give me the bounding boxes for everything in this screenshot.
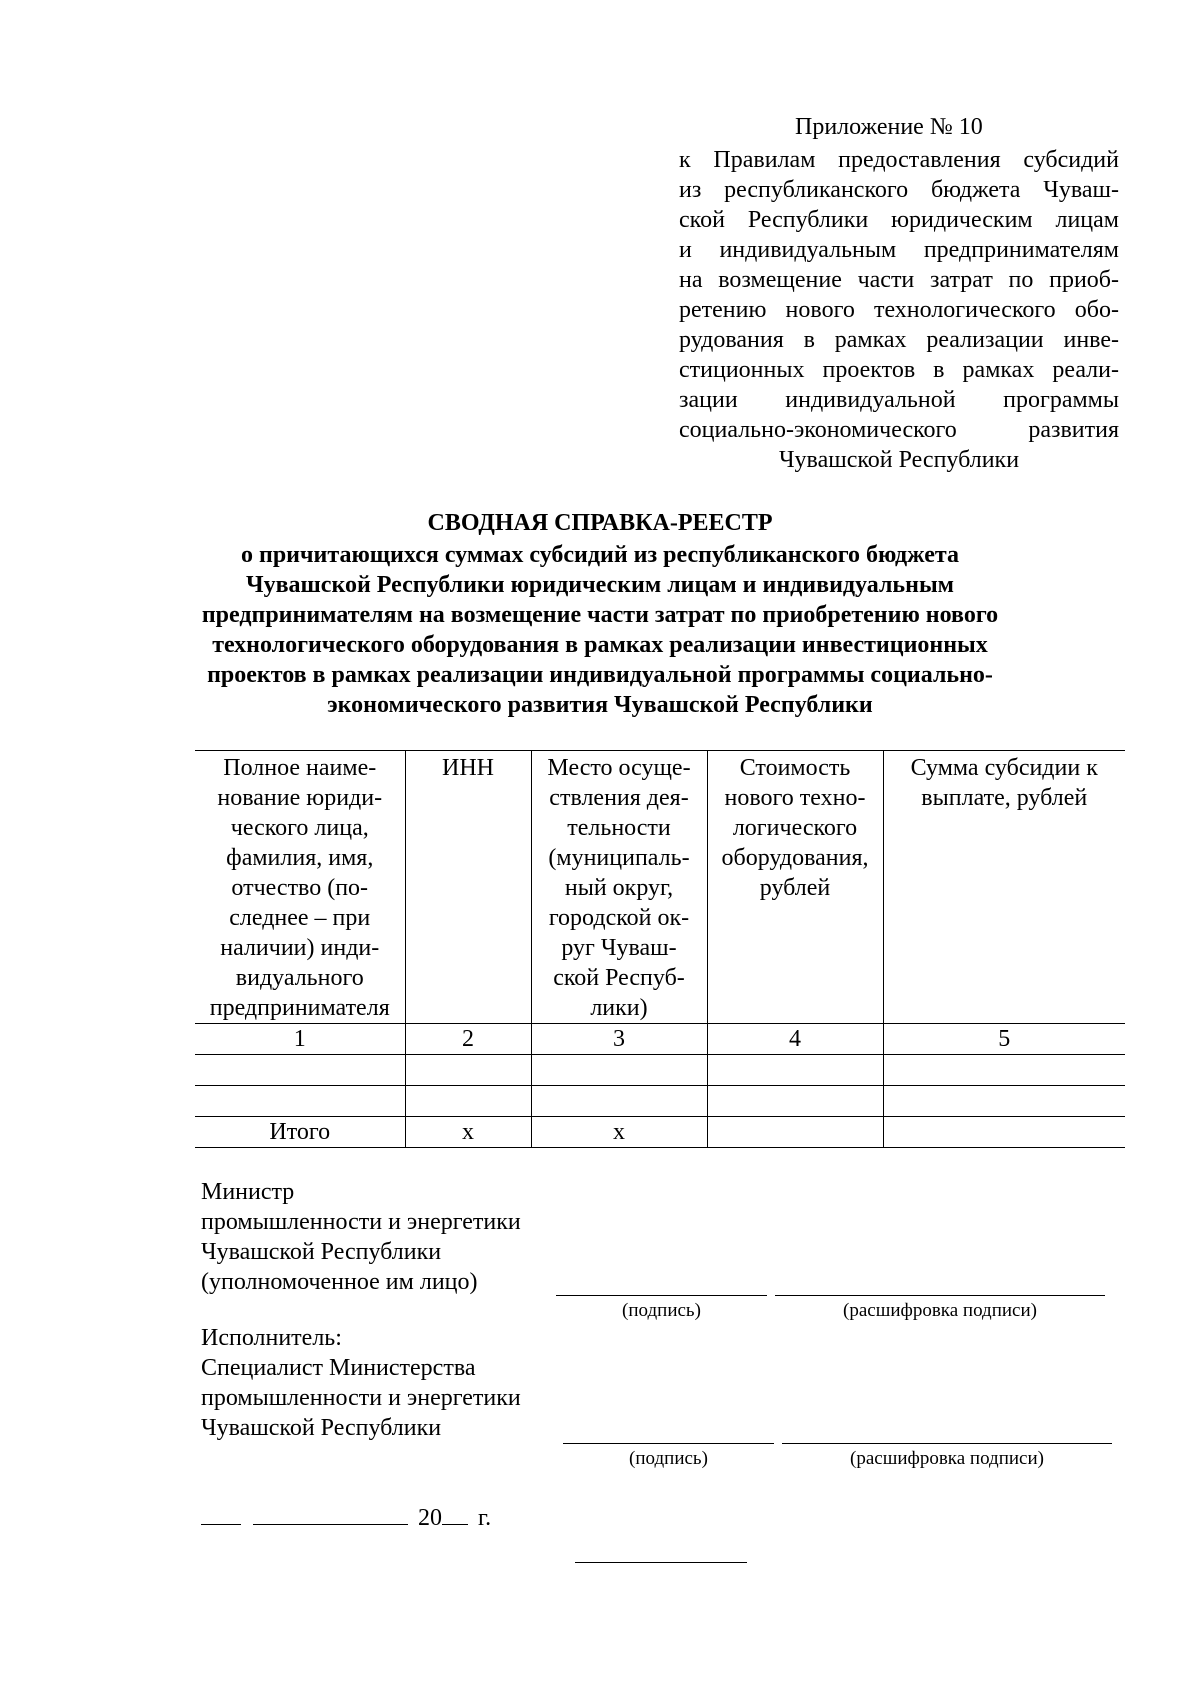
bottom-separator-line <box>575 1562 747 1563</box>
executor-decoding-line <box>782 1443 1112 1444</box>
header-line: (муниципаль- <box>548 845 690 871</box>
header-line: видуального <box>235 965 364 991</box>
year-suffix: г. <box>478 1505 492 1531</box>
table-cell <box>883 1055 1125 1086</box>
minister-line: (уполномоченное им лицо) <box>201 1269 478 1295</box>
year-blank <box>442 1502 468 1525</box>
table-header-row <box>195 751 1125 1024</box>
minister-line: промышленности и энергетики <box>201 1209 521 1235</box>
table-row <box>195 1086 1125 1117</box>
minister-decoding-caption: (расшифровка подписи) <box>843 1300 1037 1321</box>
header-line: логического <box>732 815 858 841</box>
subtitle-line: предпринимателям на возмещение части затрат по приобретению нового <box>201 602 999 628</box>
appendix-line: стиционных проектов в рамках реали- <box>679 357 1119 383</box>
header-subsidy-amount <box>883 751 1125 1024</box>
header-line: ный округ, <box>564 875 674 901</box>
appendix-line: рудования в рамках реализации инве- <box>679 327 1119 353</box>
executor-line: промышленности и энергетики <box>201 1385 521 1411</box>
header-equipment-cost <box>707 751 883 1024</box>
total-cell: х <box>531 1117 707 1148</box>
header-line: предпринимателя <box>209 995 390 1021</box>
appendix-line: социально-экономического развития <box>679 417 1119 443</box>
total-label: Итого <box>195 1117 405 1148</box>
header-line: фамилия, имя, <box>226 845 374 871</box>
table-cell <box>195 1086 405 1117</box>
minister-block <box>201 1177 521 1297</box>
executor-block <box>201 1323 521 1443</box>
header-line: отчество (по- <box>231 875 369 901</box>
minister-signature-line <box>556 1295 767 1296</box>
header-line: тельности <box>567 815 671 841</box>
header-line: следнее – при <box>229 905 371 931</box>
column-number: 5 <box>883 1024 1125 1055</box>
header-line: нового техно- <box>724 785 866 811</box>
registry-table <box>195 750 1125 1148</box>
table-cell <box>707 1055 883 1086</box>
subtitle-line: проектов в рамках реализации индивидуальной программы социально- <box>207 662 993 688</box>
header-line: рублей <box>759 875 831 901</box>
subtitle-line: Чувашской Республики юридическим лицам и индивидуальным <box>245 572 955 598</box>
executor-signature-line <box>563 1443 774 1444</box>
appendix-line: к Правилам предоставления субсидий <box>679 147 1119 173</box>
table-row <box>195 1055 1125 1086</box>
header-line: выплате, рублей <box>921 785 1088 811</box>
column-number: 2 <box>405 1024 531 1055</box>
document-title: СВОДНАЯ СПРАВКА-РЕЕСТР <box>427 510 773 536</box>
header-line: ской Респуб- <box>553 965 685 991</box>
appendix-reference <box>679 145 1119 475</box>
header-line: лики) <box>590 995 648 1021</box>
executor-signature-caption: (подпись) <box>629 1448 708 1469</box>
day-blank <box>201 1502 241 1525</box>
header-inn <box>405 751 531 1024</box>
header-entity-name <box>195 751 405 1024</box>
header-line: Сумма субсидии к <box>910 755 1098 781</box>
total-cell <box>883 1117 1125 1148</box>
header-line: Место осуще- <box>547 755 691 781</box>
total-cell <box>707 1117 883 1148</box>
subsidy-header-box <box>884 753 1126 813</box>
appendix-line: ской Республики юридическим лицам <box>679 207 1119 233</box>
table-cell <box>195 1055 405 1086</box>
table-cell <box>405 1055 531 1086</box>
header-line: Полное наиме- <box>223 755 377 781</box>
header-line: наличии) инди- <box>220 935 380 961</box>
executor-line: Специалист Министерства <box>201 1355 476 1381</box>
executor-line: Исполнитель: <box>201 1325 342 1351</box>
column-number: 4 <box>707 1024 883 1055</box>
header-line: Стоимость <box>739 755 851 781</box>
appendix-line: на возмещение части затрат по приоб- <box>679 267 1119 293</box>
column-number: 3 <box>531 1024 707 1055</box>
appendix-line: и индивидуальным предпринимателям <box>679 237 1119 263</box>
appendix-line: ретению нового технологического обо- <box>679 297 1119 323</box>
table-cell <box>531 1086 707 1117</box>
subtitle-line: о причитающихся суммах субсидий из республиканского бюджета <box>241 542 959 568</box>
subtitle-line: экономического развития Чувашской Республики <box>327 692 873 718</box>
date-line <box>201 1502 491 1533</box>
minister-line: Чувашской Республики <box>201 1239 442 1265</box>
document-subtitle <box>60 540 1140 720</box>
appendix-line: зации индивидуальной программы <box>679 387 1119 413</box>
total-cell: х <box>405 1117 531 1148</box>
appendix-line: из республиканского бюджета Чуваш- <box>679 177 1119 203</box>
header-line: ствления дея- <box>549 785 689 811</box>
table-cell <box>531 1055 707 1086</box>
executor-line: Чувашской Республики <box>201 1415 442 1441</box>
column-number: 1 <box>195 1024 405 1055</box>
month-blank <box>253 1502 408 1525</box>
table-cell <box>883 1086 1125 1117</box>
header-line: ческого лица, <box>230 815 369 841</box>
table-cell <box>707 1086 883 1117</box>
header-location <box>531 751 707 1024</box>
table-cell <box>405 1086 531 1117</box>
minister-line: Министр <box>201 1179 295 1205</box>
header-line: городской ок- <box>548 905 690 931</box>
appendix-number: Приложение № 10 <box>795 114 983 140</box>
header-line: нование юриди- <box>217 785 383 811</box>
header-line: оборудования, <box>721 845 869 871</box>
year-prefix: 20 <box>418 1505 442 1531</box>
appendix-line: Чувашской Республики <box>778 447 1020 473</box>
executor-decoding-caption: (расшифровка подписи) <box>850 1448 1044 1469</box>
header-line: ИНН <box>442 755 494 781</box>
subtitle-line: технологического оборудования в рамках реализации инвестиционных <box>212 632 988 658</box>
minister-signature-caption: (подпись) <box>622 1300 701 1321</box>
header-line: руг Чуваш- <box>561 935 677 961</box>
total-row <box>195 1117 1125 1148</box>
column-number-row <box>195 1024 1125 1055</box>
minister-decoding-line <box>775 1295 1105 1296</box>
